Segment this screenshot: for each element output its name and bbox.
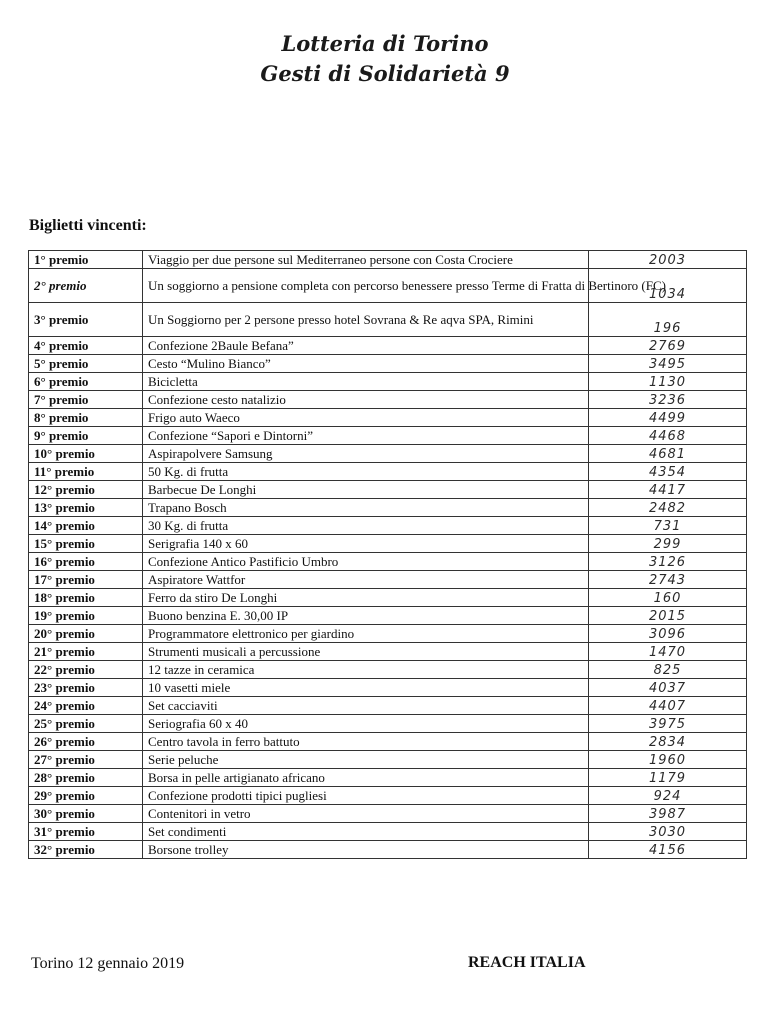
table-row [29,553,747,571]
prize-rank: 26° premio [29,733,143,751]
winning-ticket-number: 731 [589,517,747,535]
prize-rank: 31° premio [29,823,143,841]
prize-rank: 3° premio [29,303,143,337]
prize-rank: 18° premio [29,589,143,607]
winning-ticket-number: 3096 [589,625,747,643]
prize-description: Confezione cesto natalizio [143,391,589,409]
winning-ticket-number: 3030 [589,823,747,841]
prize-description: 50 Kg. di frutta [143,463,589,481]
prize-rank: 19° premio [29,607,143,625]
prize-description: Confezione “Sapori e Dintorni” [143,427,589,445]
winning-ticket-number: 2743 [589,571,747,589]
table-row [29,499,747,517]
table-row [29,337,747,355]
prize-description: Cesto “Mulino Bianco” [143,355,589,373]
table-row [29,643,747,661]
winning-tickets-table [28,250,747,859]
prize-rank: 15° premio [29,535,143,553]
winning-ticket-number: 4037 [589,679,747,697]
table-row [29,303,747,337]
prize-description: 12 tazze in ceramica [143,661,589,679]
table-row [29,427,747,445]
winning-ticket-number: 4417 [589,481,747,499]
document-subtitle: Gesti di Solidarietà 9 [260,61,510,86]
prize-rank: 2° premio [29,269,143,303]
prize-description: Un soggiorno a pensione completa con percorso benessere presso Terme di Fratta di Bertinoro (FC) [143,269,589,303]
table-row [29,251,747,269]
table-row [29,269,747,303]
winning-ticket-number: 196 [589,303,747,337]
prize-description: Aspiratore Wattfor [143,571,589,589]
winning-ticket-number: 299 [589,535,747,553]
prize-rank: 5° premio [29,355,143,373]
table-row [29,625,747,643]
table-row [29,787,747,805]
prize-description: Serigrafia 140 x 60 [143,535,589,553]
table-row [29,355,747,373]
table-row [29,445,747,463]
prize-rank: 14° premio [29,517,143,535]
winning-ticket-number: 2834 [589,733,747,751]
prize-description: Confezione Antico Pastificio Umbro [143,553,589,571]
prize-description: Un Soggiorno per 2 persone presso hotel Sovrana & Re aqva SPA, Rimini [143,303,589,337]
prize-rank: 24° premio [29,697,143,715]
winning-ticket-number: 1034 [589,269,747,303]
prize-rank: 21° premio [29,643,143,661]
winning-ticket-number: 1179 [589,769,747,787]
winning-ticket-number: 3126 [589,553,747,571]
prize-description: 30 Kg. di frutta [143,517,589,535]
prize-description: Barbecue De Longhi [143,481,589,499]
table-row [29,373,747,391]
prize-description: Strumenti musicali a percussione [143,643,589,661]
winning-ticket-number: 4156 [589,841,747,859]
footer-organization: REACH ITALIA [468,954,586,971]
prize-description: Ferro da stiro De Longhi [143,589,589,607]
prize-description: Centro tavola in ferro battuto [143,733,589,751]
table-row [29,715,747,733]
prize-description: Borsone trolley [143,841,589,859]
prize-description: Viaggio per due persone sul Mediterraneo persone con Costa Crociere [143,251,589,269]
prize-rank: 6° premio [29,373,143,391]
table-row [29,571,747,589]
table-row [29,589,747,607]
table-row [29,409,747,427]
prize-rank: 16° premio [29,553,143,571]
winning-ticket-number: 924 [589,787,747,805]
prize-rank: 29° premio [29,787,143,805]
section-title: Biglietti vincenti: [29,217,147,234]
table-row [29,463,747,481]
prize-rank: 12° premio [29,481,143,499]
winning-ticket-number: 1470 [589,643,747,661]
prize-rank: 32° premio [29,841,143,859]
winning-ticket-number: 3987 [589,805,747,823]
winning-ticket-number: 4468 [589,427,747,445]
prize-description: Serie peluche [143,751,589,769]
prize-description: Confezione prodotti tipici pugliesi [143,787,589,805]
prize-description: Set condimenti [143,823,589,841]
prize-rank: 4° premio [29,337,143,355]
winning-ticket-number: 3975 [589,715,747,733]
prize-rank: 7° premio [29,391,143,409]
winning-ticket-number: 2003 [589,251,747,269]
winning-ticket-number: 2015 [589,607,747,625]
document-title: Lotteria di Torino [281,31,489,56]
prize-description: Programmatore elettronico per giardino [143,625,589,643]
prize-rank: 28° premio [29,769,143,787]
winning-ticket-number: 1960 [589,751,747,769]
prize-description: 10 vasetti miele [143,679,589,697]
table-row [29,751,747,769]
prize-description: Set cacciaviti [143,697,589,715]
winning-ticket-number: 825 [589,661,747,679]
prize-rank: 23° premio [29,679,143,697]
prize-description: Confezione 2Baule Befana” [143,337,589,355]
table-row [29,769,747,787]
prize-rank: 17° premio [29,571,143,589]
table-row [29,607,747,625]
winning-ticket-number: 3495 [589,355,747,373]
prize-rank: 13° premio [29,499,143,517]
winning-ticket-number: 4354 [589,463,747,481]
footer-place-date: Torino 12 gennaio 2019 [31,955,185,972]
winning-ticket-number: 2482 [589,499,747,517]
prize-description: Buono benzina E. 30,00 IP [143,607,589,625]
prize-rank: 25° premio [29,715,143,733]
table-row [29,391,747,409]
table-row [29,679,747,697]
prize-rank: 20° premio [29,625,143,643]
winning-ticket-number: 4407 [589,697,747,715]
winning-ticket-number: 160 [589,589,747,607]
prize-description: Bicicletta [143,373,589,391]
prize-description: Aspirapolvere Samsung [143,445,589,463]
table-row [29,697,747,715]
winning-ticket-number: 3236 [589,391,747,409]
prize-rank: 27° premio [29,751,143,769]
prize-rank: 30° premio [29,805,143,823]
table-row [29,823,747,841]
prize-description: Borsa in pelle artigianato africano [143,769,589,787]
winning-ticket-number: 4681 [589,445,747,463]
table-row [29,535,747,553]
table-row [29,805,747,823]
prize-description: Trapano Bosch [143,499,589,517]
prize-description: Seriografia 60 x 40 [143,715,589,733]
prize-rank: 8° premio [29,409,143,427]
prize-rank: 9° premio [29,427,143,445]
table-row [29,481,747,499]
winning-ticket-number: 1130 [589,373,747,391]
winning-ticket-number: 4499 [589,409,747,427]
prize-rank: 1° premio [29,251,143,269]
prize-rank: 22° premio [29,661,143,679]
table-row [29,841,747,859]
table-row [29,733,747,751]
prize-rank: 11° premio [29,463,143,481]
winning-ticket-number: 2769 [589,337,747,355]
table-row [29,517,747,535]
prize-rank: 10° premio [29,445,143,463]
prize-description: Frigo auto Waeco [143,409,589,427]
prize-description: Contenitori in vetro [143,805,589,823]
table-row [29,661,747,679]
